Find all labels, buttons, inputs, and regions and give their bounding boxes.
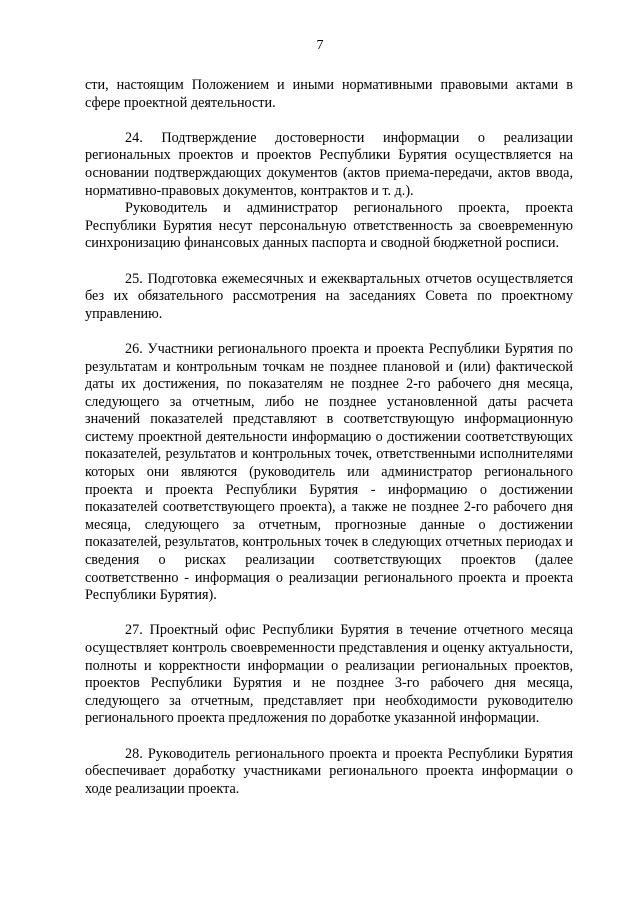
paragraph-24: 24. Подтверждение достоверности информации о реализации региональных проектов и проектов Республики Бурятия осуществляется на основании подтверждающих документов (актов приема-передачи, актов ввода, нормативно-правовых документов, контрактов и т. д.).: [85, 129, 573, 199]
paragraph-25: 25. Подготовка ежемесячных и ежеквартальных отчетов осуществляется без их обязательного рассмотрения на заседаниях Совета по проектному управлению.: [85, 270, 573, 322]
paragraph-27: 27. Проектный офис Республики Бурятия в течение отчетного месяца осуществляет контроль своевременности представления и оценку актуальности, полноты и корректности информации о реализации региональных проектов, проектов Республики Бурятия и не позднее 3-го рабочего дня месяца, следующего за отчетным, представляет при необходимости руководителю регионального проекта предложения по доработке указанной информации.: [85, 622, 573, 727]
document-body: [85, 77, 573, 798]
paragraph-28: 28. Руководитель регионального проекта и проекта Республики Бурятия обеспечивает доработку участниками регионального проекта информации о ходе реализации проекта.: [85, 745, 573, 797]
paragraph-24-responsibility: Руководитель и администратор регионального проекта, проекта Республики Бурятия несут персональную ответственность за своевременную синхронизацию финансовых данных паспорта и сводной бюджетной росписи.: [85, 200, 573, 252]
paragraph-26: 26. Участники регионального проекта и проекта Республики Бурятия по результатам и контрольным точкам не позднее плановой и (или) фактической даты их достижения, по показателям не позднее 2-го рабочего дня месяца, следующего за отчетным, либо не позднее установленной даты расчета значений показателей представляют в соответствующую информационную систему проектной деятельности информацию о достижении соответствующих показателей, результатов и контрольных точек, ответственными исполнителями которых они являются (руководитель или администратор регионального проекта и проекта Республики Бурятия - информацию о достижении показателей соответствующего проекта), а также не позднее 2-го рабочего дня месяца, следующего за отчетным, прогнозные данные о достижении показателей, результатов, контрольных точек в следующих отчетных периодах и сведения о рисках реализации соответствующих проектов (далее соответственно - информация о реализации регионального проекта и проекта Республики Бурятия).: [85, 340, 573, 604]
page-number: 7: [316, 38, 324, 53]
paragraph-continuation: сти, настоящим Положением и иными нормативными правовыми актами в сфере проектной деятельности.: [85, 77, 573, 111]
